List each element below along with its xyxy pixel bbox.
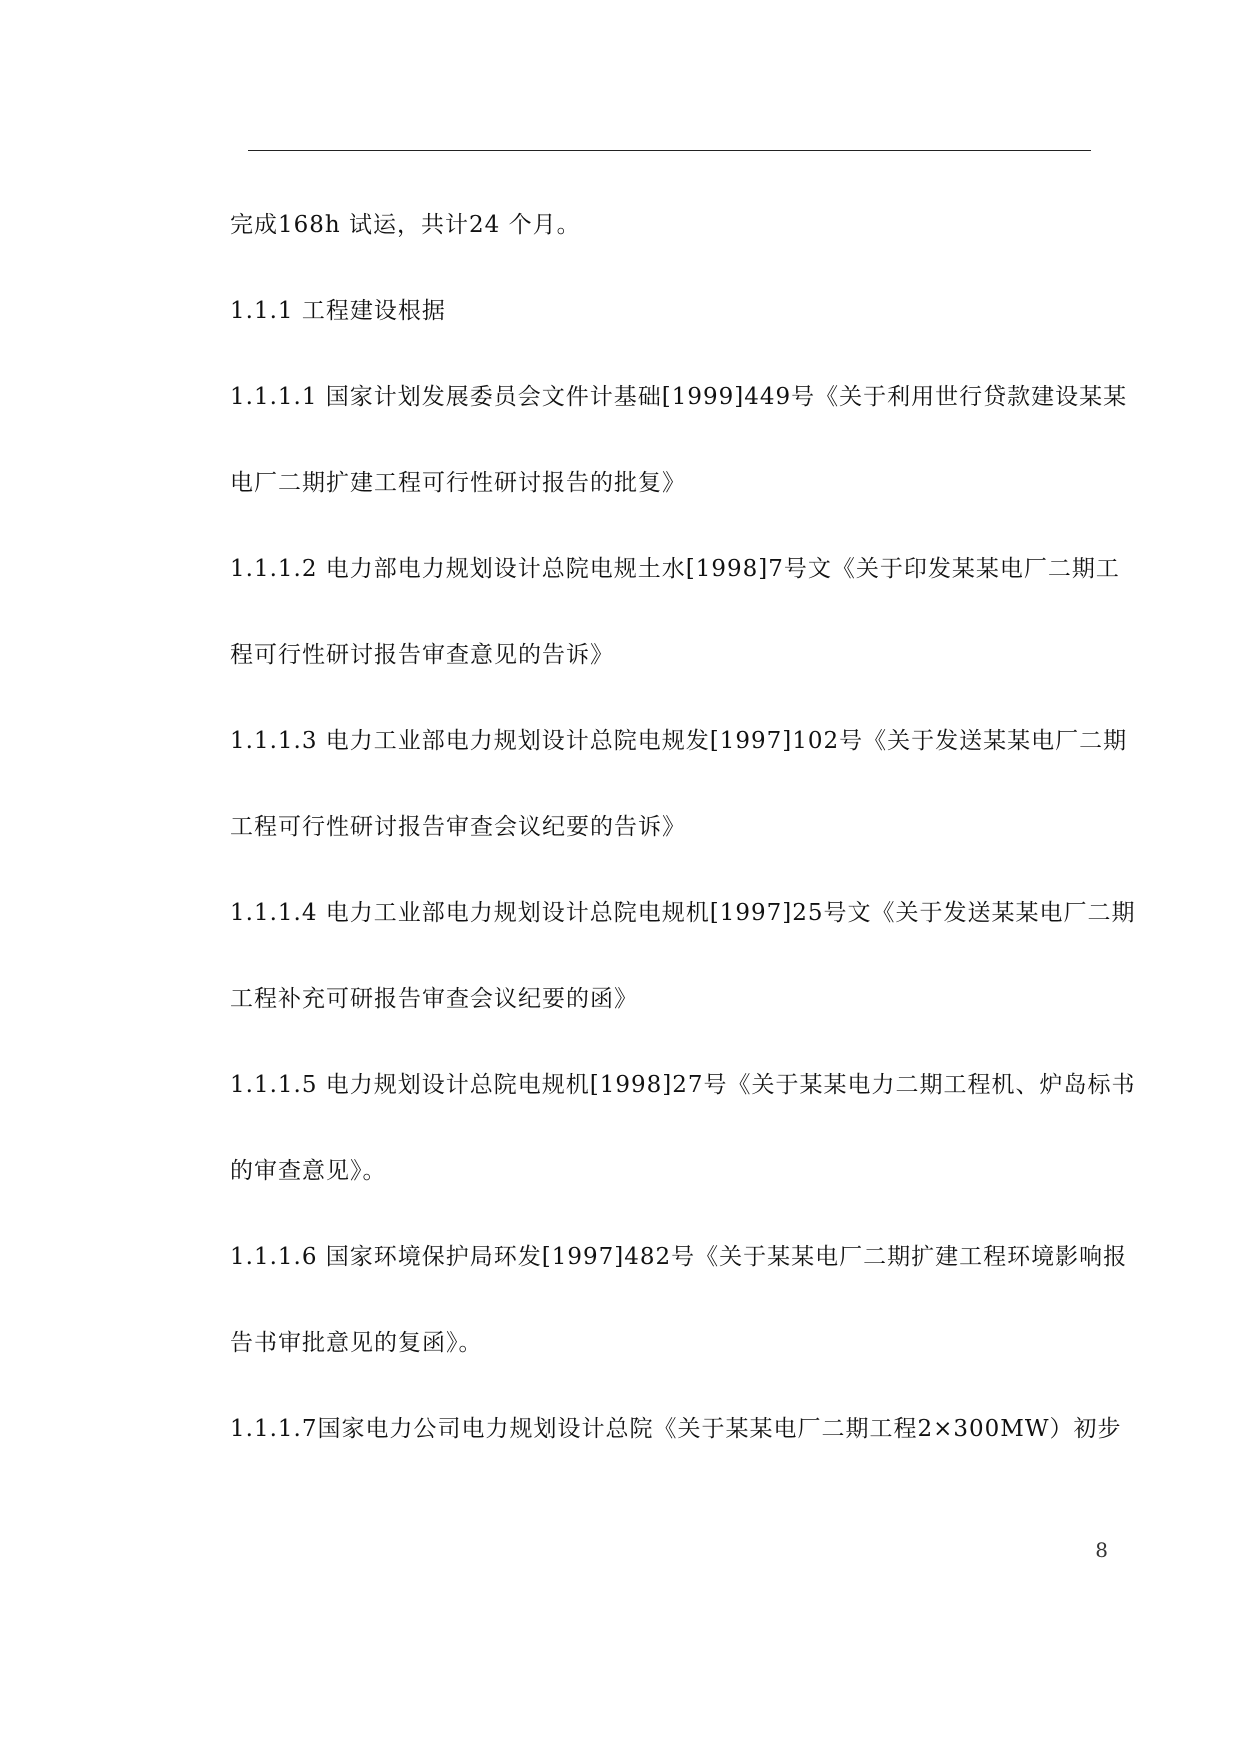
text-line: 1.1.1.6 国家环境保护局环发[1997]482号《关于某某电厂二期扩建工程环境影响报 xyxy=(230,1244,1128,1270)
text-line: 1.1.1.2 电力部电力规划设计总院电规土水[1998]7号文《关于印发某某电厂二期工 xyxy=(230,556,1120,582)
section-heading: 1.1.1 工程建设根据 xyxy=(230,298,446,324)
text-line: 1.1.1.3 电力工业部电力规划设计总院电规发[1997]102号《关于发送某某电厂二期 xyxy=(230,728,1128,754)
text-line: 1.1.1.4 电力工业部电力规划设计总院电规机[1997]25号文《关于发送某某电厂二期 xyxy=(230,900,1136,926)
text-line: 的审查意见》。 xyxy=(230,1158,387,1184)
text-line: 告书审批意见的复函》。 xyxy=(230,1330,483,1356)
text-line: 工程补充可研报告审查会议纪要的函》 xyxy=(230,986,638,1012)
text-line: 1.1.1.1 国家计划发展委员会文件计基础[1999]449号《关于利用世行贷款建设某某 xyxy=(230,384,1128,410)
header-rule xyxy=(248,150,1091,151)
text-line: 1.1.1.7国家电力公司电力规划设计总院《关于某某电厂二期工程2×300MW）初步 xyxy=(230,1416,1122,1442)
text-line: 电厂二期扩建工程可行性研讨报告的批复》 xyxy=(230,470,686,496)
text-line: 1.1.1.5 电力规划设计总院电规机[1998]27号《关于某某电力二期工程机、炉岛标书 xyxy=(230,1072,1136,1098)
text-line: 工程可行性研讨报告审查会议纪要的告诉》 xyxy=(230,814,686,840)
page-number: 8 xyxy=(1095,1538,1108,1562)
text-line: 程可行性研讨报告审查意见的告诉》 xyxy=(230,642,614,668)
text-line: 完成168h 试运，共计24 个月。 xyxy=(230,212,581,238)
